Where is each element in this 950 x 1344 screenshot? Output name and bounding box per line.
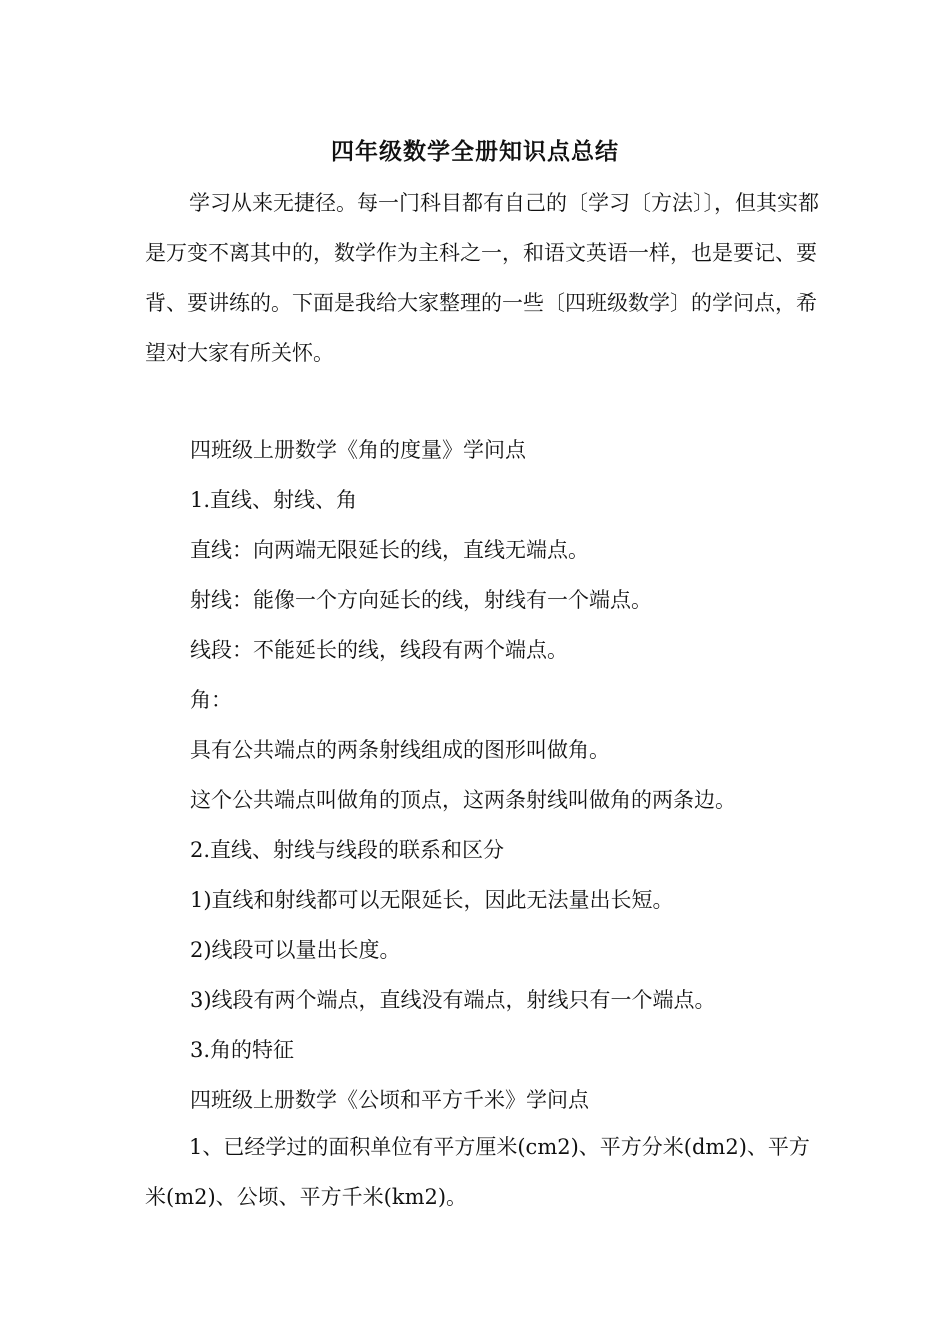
relation-item-2: 2)线段可以量出长度。 (190, 938, 401, 962)
definition-angle-label: 角： (190, 688, 232, 712)
subheading-lines-rays-angles: 1.直线、射线、角 (190, 488, 358, 512)
definition-angle-vertex: 这个公共端点叫做角的顶点，这两条射线叫做角的两条边。 (190, 788, 736, 812)
document-title: 四年级数学全册知识点总结 (331, 138, 619, 165)
area-units-text: 1、已经学过的面积单位有平方厘米(cm2)、平方分米(dm2)、平方米(m2)、公顷、平方千米(km2)。 (145, 1135, 810, 1209)
definition-segment: 线段：不能延长的线，线段有两个端点。 (190, 638, 568, 662)
definition-line: 直线：向两端无限延长的线，直线无端点。 (190, 538, 589, 562)
definition-ray: 射线：能像一个方向延长的线，射线有一个端点。 (190, 588, 652, 612)
relation-item-3: 3)线段有两个端点，直线没有端点，射线只有一个端点。 (190, 988, 716, 1012)
section-heading-angle-measure: 四班级上册数学《角的度量》学问点 (190, 438, 526, 462)
relation-item-1: 1)直线和射线都可以无限延长，因此无法量出长短。 (190, 888, 674, 912)
intro-text: 学习从来无捷径。每一门科目都有自己的〔学习〔方法〕〕，但其实都是万变不离其中的，数学作为主科之一，和语文英语一样，也是要记、要背、要讲练的。下面是我给大家整理的一些〔四班级数学〕的学问点，希望对大家有所关怀。 (145, 191, 819, 365)
area-units-paragraph (145, 1122, 825, 1222)
subheading-angle-features: 3.角的特征 (190, 1038, 295, 1062)
subheading-relations: 2.直线、射线与线段的联系和区分 (190, 838, 505, 862)
section-heading-hectare: 四班级上册数学《公顷和平方千米》学问点 (190, 1088, 589, 1112)
intro-paragraph (145, 178, 825, 378)
definition-angle-text: 具有公共端点的两条射线组成的图形叫做角。 (190, 738, 610, 762)
